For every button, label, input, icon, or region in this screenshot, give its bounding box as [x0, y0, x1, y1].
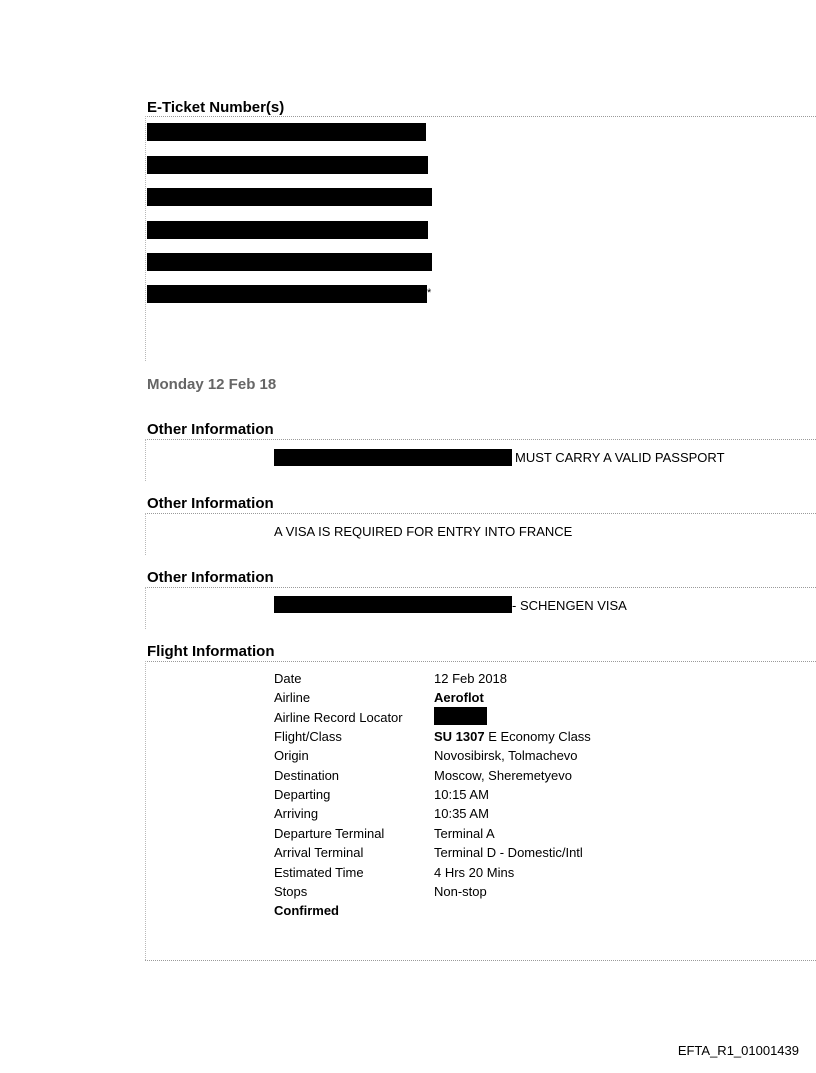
- label-airline: Airline: [274, 690, 311, 705]
- eticket-heading: E-Ticket Number(s): [147, 99, 285, 116]
- redaction-bar: [434, 707, 487, 725]
- other-info-divider-1: [147, 439, 816, 440]
- label-departure-terminal: Departure Terminal: [274, 826, 385, 841]
- day-header: Monday 12 Feb 18: [147, 376, 277, 393]
- value-destination: Moscow, Sheremetyevo: [434, 768, 573, 783]
- flight-info-bottom-border: [145, 960, 816, 961]
- other-info-border-3: [145, 587, 146, 629]
- other-info-divider-2: [147, 513, 816, 514]
- redaction-bar: [147, 285, 427, 303]
- redaction-bar: [147, 253, 432, 271]
- document-id: EFTA_R1_01001439: [677, 1043, 799, 1058]
- label-origin: Origin: [274, 748, 309, 763]
- label-destination: Destination: [274, 768, 340, 783]
- redaction-bar: [147, 123, 426, 141]
- other-info-heading-2: Other Information: [147, 495, 274, 512]
- redaction-bar: [147, 156, 428, 174]
- value-arriving: 10:35 AM: [434, 806, 489, 821]
- flight-number: SU 1307: [434, 729, 485, 744]
- value-airline: Aeroflot: [434, 690, 484, 705]
- eticket-asterisk: *: [427, 287, 432, 299]
- redaction-bar: [274, 596, 512, 613]
- redaction-bar: [147, 188, 432, 206]
- label-flight-class: Flight/Class: [274, 729, 342, 744]
- other-info-text-1: MUST CARRY A VALID PASSPORT: [515, 450, 725, 465]
- redaction-bar: [274, 449, 512, 466]
- value-flight-class: [434, 729, 591, 744]
- value-departing: 10:15 AM: [434, 787, 489, 802]
- value-stops: Non-stop: [434, 884, 487, 899]
- eticket-divider: [147, 116, 816, 117]
- label-record-locator: Airline Record Locator: [274, 710, 403, 725]
- redaction-bar: [147, 221, 428, 239]
- value-departure-terminal: Terminal A: [434, 826, 495, 841]
- value-origin: Novosibirsk, Tolmachevo: [434, 748, 578, 763]
- label-departing: Departing: [274, 787, 331, 802]
- other-info-border-1: [145, 439, 146, 481]
- label-estimated-time: Estimated Time: [274, 865, 364, 880]
- eticket-left-border: [145, 116, 146, 361]
- label-arriving: Arriving: [274, 806, 319, 821]
- other-info-text-3: - SCHENGEN VISA: [512, 598, 627, 613]
- label-date: Date: [274, 671, 302, 686]
- flight-info-heading: Flight Information: [147, 643, 275, 660]
- label-arrival-terminal: Arrival Terminal: [274, 845, 364, 860]
- label-stops: Stops: [274, 884, 308, 899]
- value-arrival-terminal: Terminal D - Domestic/Intl: [434, 845, 583, 860]
- flight-class: E Economy Class: [488, 729, 591, 744]
- value-date: 12 Feb 2018: [434, 671, 508, 686]
- other-info-heading-1: Other Information: [147, 421, 274, 438]
- other-info-text-2: A VISA IS REQUIRED FOR ENTRY INTO FRANCE: [274, 524, 573, 539]
- other-info-heading-3: Other Information: [147, 569, 274, 586]
- other-info-divider-3: [147, 587, 816, 588]
- value-estimated-time: 4 Hrs 20 Mins: [434, 865, 515, 880]
- status-confirmed: Confirmed: [274, 903, 339, 918]
- other-info-border-2: [145, 513, 146, 555]
- flight-info-left-border: [145, 661, 146, 960]
- flight-info-divider: [147, 661, 816, 662]
